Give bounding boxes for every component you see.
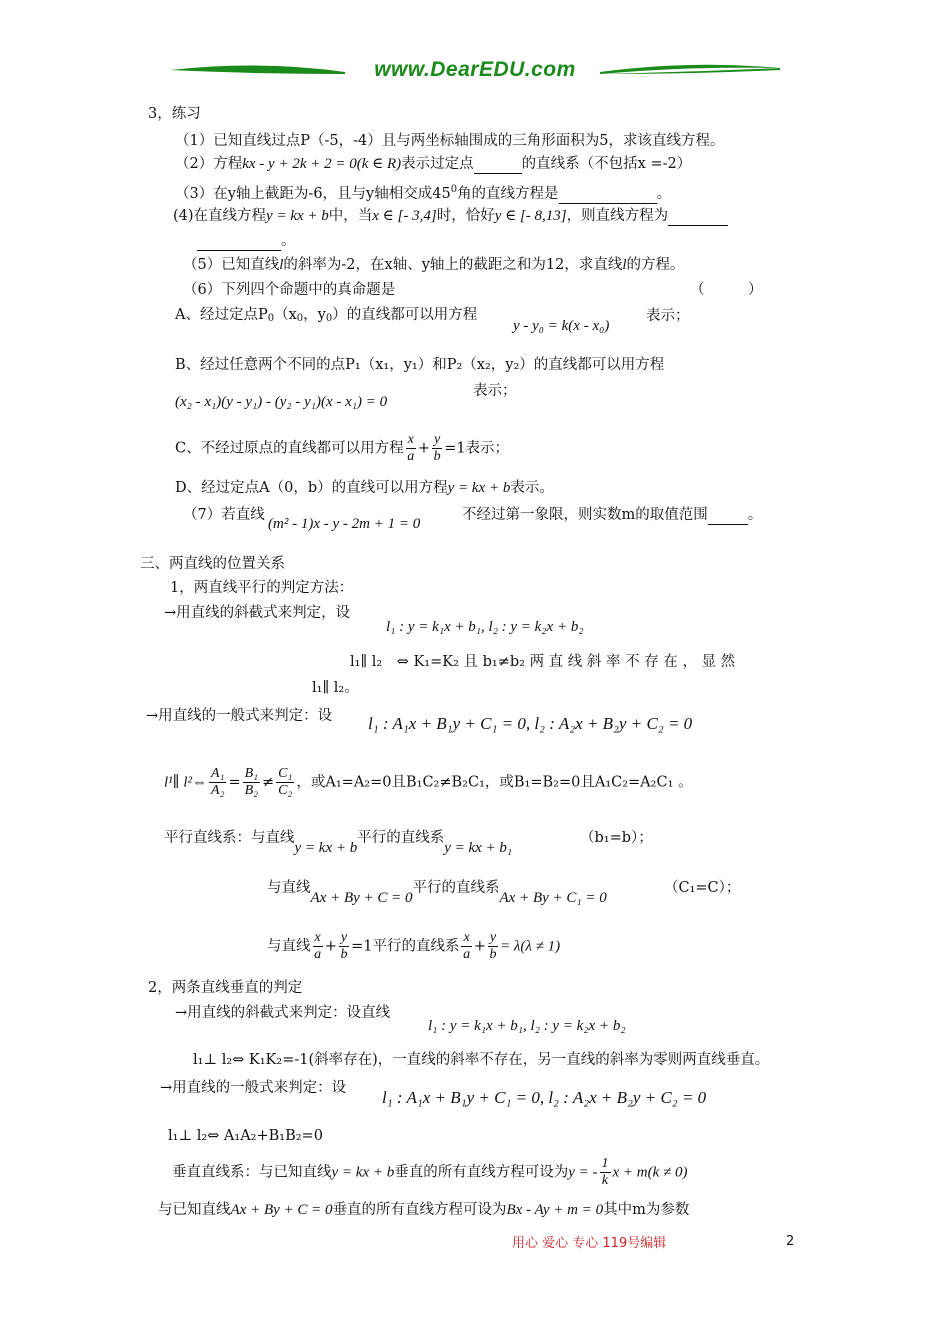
practice-heading: 3，练习 — [148, 106, 201, 122]
option-b: B、经过任意两个不同的点P₁（x₁，y₁）和P₂（x₂，y₂）的直线都可以用方程 — [175, 357, 665, 373]
slope-intercept-math: l₁ : y = k₁x + b₁, l₂ : y = k₂x + b₂ — [386, 619, 584, 635]
perp-slope-math: l₁ : y = k₁x + b₁, l₂ : y = k₂x + b₂ — [428, 1018, 626, 1034]
practice-q7-post: 不经过第一象限，则实数m的取值范围 。 — [462, 507, 763, 523]
ratio-condition: l¹∥ l²⇔ $\frac{\text{A₁}}{\text{A₂}}$ = $\frac{\text{B₁}}{\text{B₂}}$ ≠ $\frac{\text{C₁}}{\text{C₂}}$ ，或A₁=A₂=0且B₁C₂≠B₂C₁，或B₁=B₂=0且A₁C₂=A₂C₁ 。 — [164, 766, 693, 798]
practice-q1: （1）已知直线过点P（-5，-4）且与两坐标轴围成的三角形面积为5，求该直线方程。 — [175, 133, 725, 149]
header-logo-text: www.DearEDU.com — [374, 58, 576, 81]
slope-intercept-method: →用直线的斜截式来判定，设 — [164, 605, 351, 621]
section3-heading: 三、两直线的位置关系 — [140, 556, 285, 572]
parallel-family-2: 与直线Ax + By + C = 0平行的直线系Ax + By + C₁ = 0 — [267, 880, 607, 906]
parallel-family-2-note: （C₁=C）； — [664, 880, 741, 896]
option-a: A、经过定点$P_0(x_0$，$y_0$）的直线都可以用方程 — [175, 307, 478, 324]
perp-general-condition: l₁⊥ l₂⇔ A₁A₂+B₁B₂=0 — [168, 1128, 323, 1144]
page-number: 2 — [786, 1234, 795, 1249]
section3-sub2: 2，两条直线垂直的判定 — [148, 980, 303, 996]
option-c: C、不经过原点的直线都可以用方程 $\frac{x}{a}$ + $\frac{y}{b}$ =1表示； — [175, 432, 510, 464]
parallel-condition: l₁∥ l₂ ⇔ K₁=K₂ 且 b₁≠b₂ 两 直 线 斜 率 不 存 在 ， 显 然 — [350, 654, 736, 670]
general-form-math: l₁ : A₁x + B₁y + C₁ = 0, l₂ : A₂x + B₂y + C₂ = 0 — [368, 714, 693, 733]
parallel-family-1-note: （b₁=b）； — [580, 830, 653, 846]
parallel-family-3: 与直线 $\frac{x}{a}$ + $\frac{y}{b}$ =1平行的直线系 $\frac{x}{a}$ + $\frac{y}{b}$ = λ(λ ≠ 1) — [267, 930, 561, 962]
option-b-math: (x₂ - x₁)(y - y₁) - (y₂ - y₁)(x - x₁) = 0 — [175, 394, 388, 410]
practice-q5: （5）已知直线l的斜率为-2，在x轴、y轴上的截距之和为12，求直线l的方程。 — [183, 257, 685, 273]
perp-condition: l₁⊥ l₂⇔ K₁K₂=-1(斜率存在)，一直线的斜率不存在，另一直线的斜率为零则两直线垂直。 — [193, 1052, 770, 1068]
perp-slope-method: →用直线的斜截式来判定：设直线 — [175, 1005, 391, 1021]
option-d: D、经过定点A（0，b）的直线可以用方程y = kx + b表示。 — [175, 480, 554, 496]
section3-sub1: 1，两直线平行的判定方法： — [170, 580, 354, 596]
perp-family-1: 垂直直线系：与已知直线y = kx + b垂直的所有直线方程可设为y = - $\frac{1}{k}$ x + m(k ≠ 0) — [172, 1156, 688, 1188]
perp-general-math: l₁ : A₁x + B₁y + C₁ = 0, l₂ : A₂x + B₂y + C₂ = 0 — [382, 1088, 707, 1107]
parallel-family-1: 平行直线系：与直线y = kx + b平行的直线系y = kx + b₁ — [164, 830, 513, 856]
practice-q6-paren: （ ） — [690, 282, 763, 298]
practice-q7: （7）若直线 — [183, 507, 265, 523]
practice-q6: （6）下列四个命题中的真命题是 — [183, 282, 396, 298]
parallel-condition-cont: l₁∥ l₂。 — [312, 680, 359, 696]
perp-family-2: 与已知直线Ax + By + C = 0垂直的所有直线方程可设为Bx - Ay + m = 0其中m为参数 — [158, 1202, 690, 1218]
practice-q2: （2）方程kx - y + 2k + 2 = 0(k ∈ R)表示过定点 的直线系（不包括x =-2） — [175, 156, 692, 172]
general-form-method: →用直线的一般式来判定：设 — [146, 708, 333, 724]
footer-text: 用心 爱心 专心 119号编辑 — [512, 1236, 667, 1251]
practice-q7-math: (m² - 1)x - y - 2m + 1 = 0 — [268, 516, 421, 532]
practice-q4-cont: 。 — [197, 231, 296, 251]
option-a-post: 表示； — [646, 308, 690, 324]
perp-general-method: →用直线的一般式来判定：设 — [160, 1080, 347, 1096]
practice-q4: (4)在直线方程y = kx + b中，当x ∈ [- 3,4]时，恰好y ∈ [- 8,13]，则直线方程为 — [173, 206, 728, 226]
option-a-math: y - y₀ = k(x - x₀) — [513, 318, 610, 334]
practice-q3: （3）在y轴上截距为-6，且与y轴相交成$45^0$角的直线方程是 。 — [175, 184, 672, 202]
option-b-post: 表示； — [473, 383, 517, 399]
